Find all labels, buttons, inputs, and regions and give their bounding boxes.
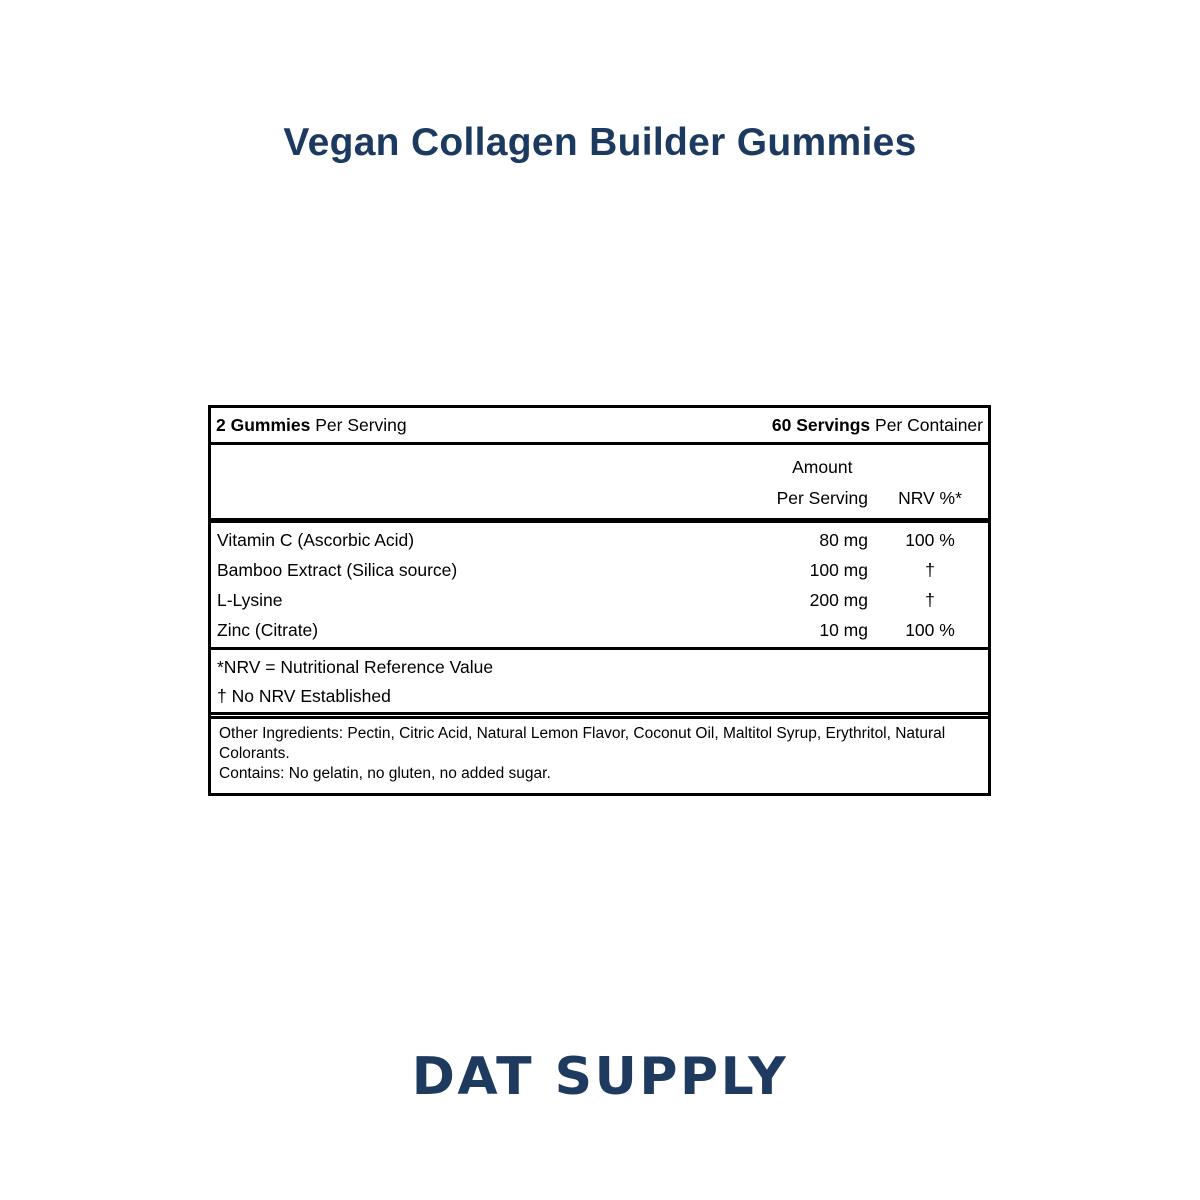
nutrient-name: Bamboo Extract (Silica source): [217, 560, 458, 580]
nutrient-nrv: 100 %: [905, 530, 955, 550]
nutrient-name: L-Lysine: [217, 590, 283, 610]
nrv-definition-footnote: *NRV = Nutritional Reference Value: [217, 657, 494, 677]
serving-info-row: [211, 408, 988, 445]
table-row: [211, 525, 988, 555]
nutrient-amount: 80 mg: [819, 530, 868, 550]
serving-count: 2 Gummies: [216, 414, 311, 435]
nutrient-amount: 100 mg: [809, 560, 868, 580]
amount-header-line2: Per Serving: [776, 488, 868, 508]
amount-column-header: [722, 452, 872, 514]
page-title: Vegan Collagen Builder Gummies: [283, 121, 917, 164]
nutrient-nrv: †: [925, 560, 935, 580]
other-ingredients-text: Other Ingredients: Pectin, Citric Acid, Natural Lemon Flavor, Coconut Oil, Maltitol Syrup, Erythritol, Natural Colorants.: [219, 725, 946, 762]
table-row: [211, 555, 988, 585]
nrv-column-header: NRV %*: [898, 488, 962, 508]
nutrient-name: Vitamin C (Ascorbic Acid): [217, 530, 415, 550]
nutrient-amount: 200 mg: [809, 590, 868, 610]
amount-header-line1: Amount: [792, 457, 853, 477]
contains-text: Contains: No gelatin, no gluten, no added sugar.: [219, 765, 551, 782]
brand-logo: DAT SUPPLY: [411, 1047, 789, 1107]
supplement-facts-table: [208, 405, 991, 719]
facts-rows: [211, 523, 988, 647]
container-count: 60 Servings: [771, 414, 871, 435]
facts-column-headers: [211, 445, 988, 523]
table-row: [211, 585, 988, 615]
nutrient-nrv: †: [925, 590, 935, 610]
container-label: Per Container: [870, 414, 983, 435]
serving-label: Per Serving: [310, 414, 407, 435]
facts-footnotes: [211, 647, 988, 716]
servings-per-serving-text: [216, 415, 407, 436]
no-nrv-footnote: † No NRV Established: [217, 686, 391, 706]
servings-per-container-text: [772, 415, 983, 436]
table-row: [211, 615, 988, 645]
nutrient-nrv: 100 %: [905, 620, 955, 640]
nutrient-name: Zinc (Citrate): [217, 620, 319, 640]
other-ingredients-box: [208, 712, 991, 796]
nutrient-amount: 10 mg: [819, 620, 868, 640]
